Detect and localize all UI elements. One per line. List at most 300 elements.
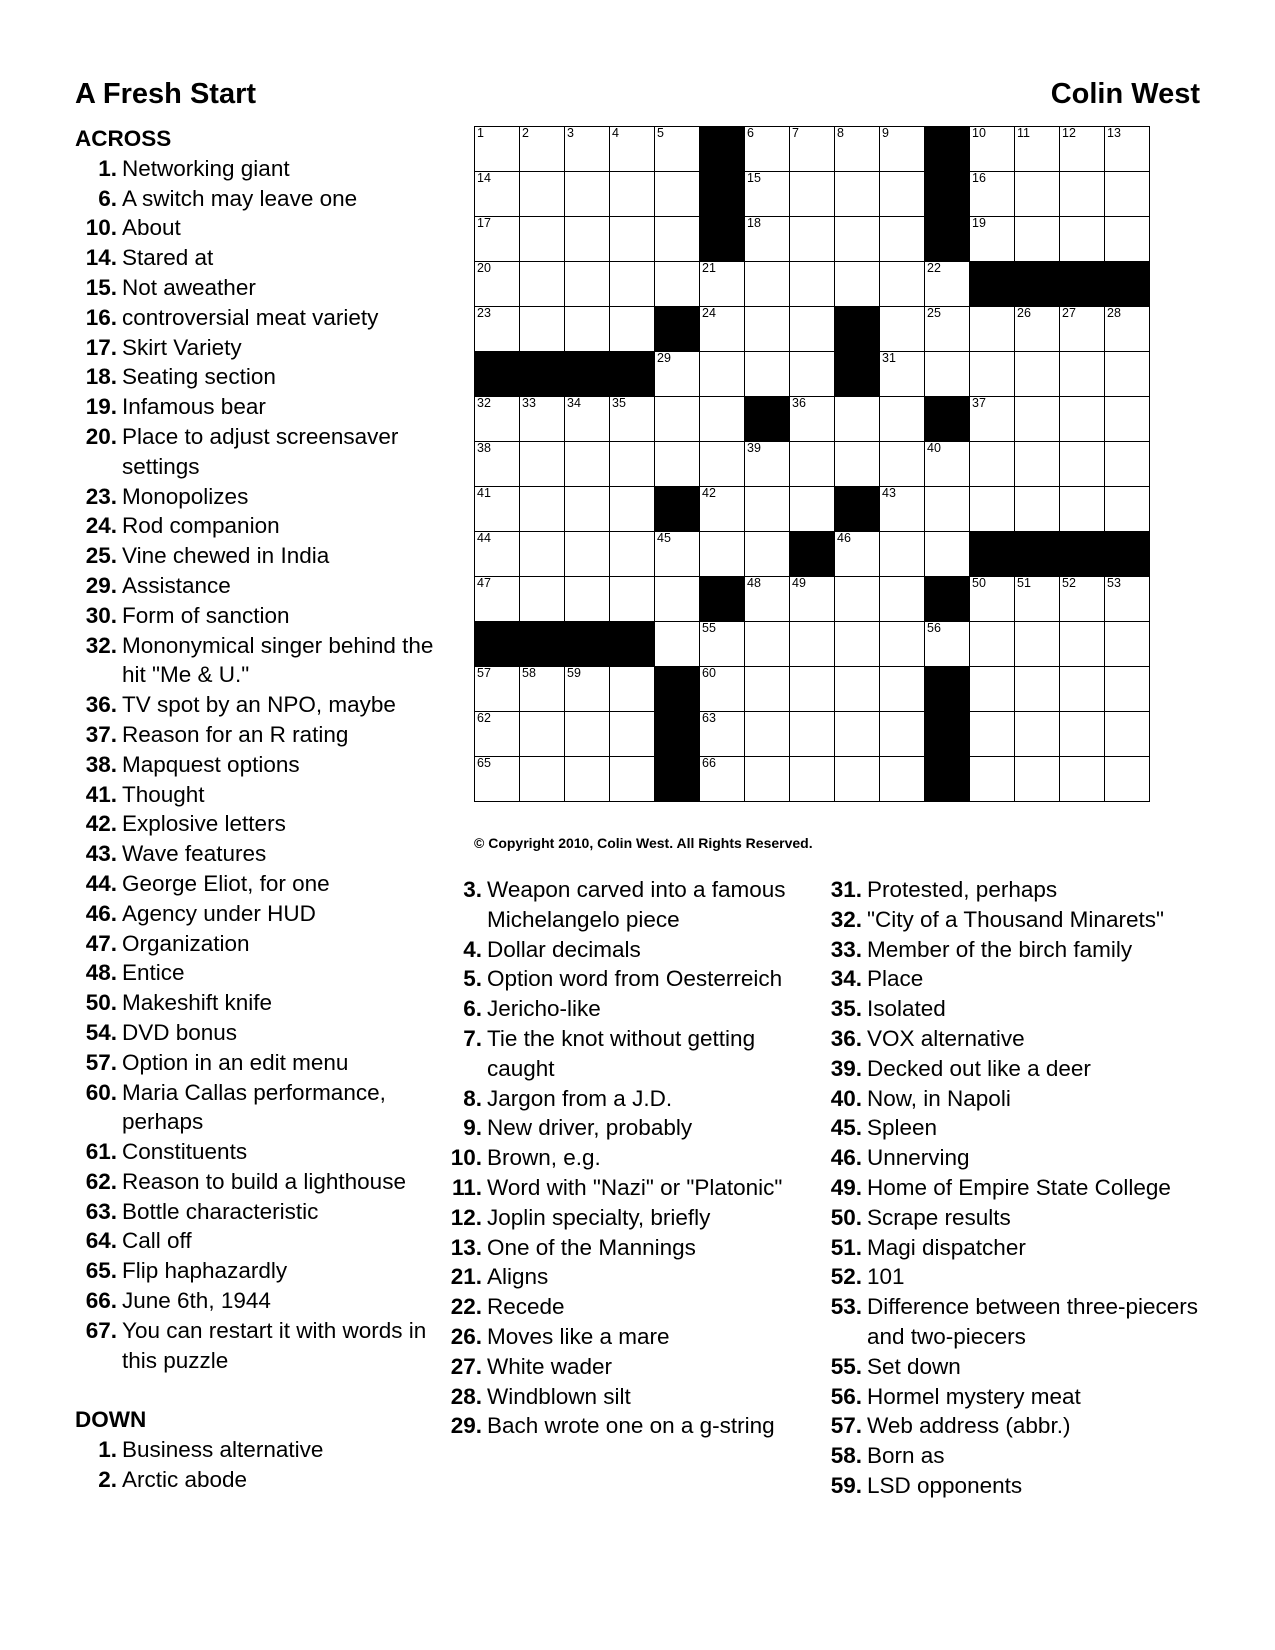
grid-cell[interactable]: [880, 352, 925, 397]
cell-number: 29: [657, 351, 671, 365]
clue-number: 50.: [830, 1204, 862, 1230]
grid-cell[interactable]: [880, 577, 925, 622]
clue-text: Place: [867, 966, 924, 992]
black-square: [1105, 262, 1150, 307]
cell-number: 60: [702, 666, 716, 680]
clue-number: 28.: [450, 1383, 482, 1409]
clue-text: Protested, perhaps: [867, 877, 1058, 902]
cell-number: 2: [522, 126, 529, 140]
grid-cell[interactable]: [475, 442, 520, 487]
grid-cell[interactable]: [745, 352, 790, 397]
clue-item: [820, 1113, 1200, 1143]
clue-text: Weapon carved into a famous Michelangelo piece: [487, 877, 786, 932]
clue-number: 27.: [450, 1353, 482, 1379]
grid-cell[interactable]: [970, 577, 1015, 622]
grid-cell[interactable]: [835, 127, 880, 172]
clue-item: [820, 1352, 1200, 1382]
grid-cell[interactable]: [1060, 352, 1105, 397]
grid-cell[interactable]: [610, 577, 655, 622]
clue-item: [75, 1078, 445, 1138]
grid-cell[interactable]: [520, 262, 565, 307]
clue-item: [440, 875, 810, 935]
grid-cell[interactable]: [565, 397, 610, 442]
grid-cell[interactable]: [655, 622, 700, 667]
grid-cell[interactable]: [745, 442, 790, 487]
cell-number: 39: [747, 441, 761, 455]
clue-text: Agency under HUD: [122, 900, 316, 926]
black-square: [520, 622, 565, 667]
clue-item: [75, 958, 445, 988]
grid-cell[interactable]: [520, 217, 565, 262]
grid-cell[interactable]: [520, 532, 565, 577]
grid-cell[interactable]: [925, 487, 970, 532]
grid-cell[interactable]: [1105, 172, 1150, 217]
grid-cell[interactable]: [1105, 352, 1150, 397]
grid-cell[interactable]: [700, 262, 745, 307]
grid-cell[interactable]: [700, 622, 745, 667]
grid-cell[interactable]: [925, 532, 970, 577]
grid-cell[interactable]: [790, 712, 835, 757]
grid-cell[interactable]: [970, 127, 1015, 172]
grid-cell[interactable]: [1105, 487, 1150, 532]
grid-cell[interactable]: [925, 307, 970, 352]
grid-cell[interactable]: [790, 667, 835, 712]
grid-cell[interactable]: [700, 352, 745, 397]
grid-cell[interactable]: [1105, 217, 1150, 262]
grid-cell[interactable]: [835, 532, 880, 577]
grid-cell[interactable]: [1015, 712, 1060, 757]
black-square: [1060, 262, 1105, 307]
grid-cell[interactable]: [1060, 127, 1105, 172]
grid-cell[interactable]: [1015, 757, 1060, 802]
grid-cell[interactable]: [655, 262, 700, 307]
grid-cell[interactable]: [1105, 712, 1150, 757]
clue-item: [440, 1143, 810, 1173]
grid-cell[interactable]: [835, 262, 880, 307]
grid-cell[interactable]: [790, 622, 835, 667]
grid-cell[interactable]: [745, 757, 790, 802]
grid-cell[interactable]: [610, 442, 655, 487]
clue-number: 35.: [830, 996, 862, 1022]
grid-cell[interactable]: [925, 352, 970, 397]
grid-cell[interactable]: [1105, 307, 1150, 352]
clue-item: [75, 571, 445, 601]
clue-item: [75, 1137, 445, 1167]
clue-number: 57.: [830, 1413, 862, 1439]
clue-item: [440, 1262, 810, 1292]
clue-number: 66.: [85, 1288, 117, 1314]
black-square: [655, 667, 700, 712]
grid-cell[interactable]: [745, 127, 790, 172]
clue-item: [440, 1233, 810, 1263]
grid-cell[interactable]: [745, 622, 790, 667]
grid-cell[interactable]: [610, 532, 655, 577]
grid-cell[interactable]: [970, 397, 1015, 442]
grid-cell[interactable]: [835, 667, 880, 712]
grid-cell[interactable]: [1060, 217, 1105, 262]
clue-text: Moves like a mare: [487, 1323, 670, 1349]
grid-cell[interactable]: [835, 397, 880, 442]
grid-cell[interactable]: [520, 667, 565, 712]
grid-cell[interactable]: [475, 217, 520, 262]
grid-cell[interactable]: [610, 307, 655, 352]
grid-cell[interactable]: [970, 352, 1015, 397]
grid-cell[interactable]: [565, 577, 610, 622]
grid-cell[interactable]: [520, 307, 565, 352]
clue-number: 3.: [463, 877, 482, 902]
grid-cell[interactable]: [745, 577, 790, 622]
grid-cell[interactable]: [790, 262, 835, 307]
clue-item: [820, 1382, 1200, 1412]
grid-cell[interactable]: [565, 712, 610, 757]
grid-cell[interactable]: [1105, 397, 1150, 442]
grid-cell[interactable]: [835, 172, 880, 217]
clue-text: White wader: [487, 1353, 613, 1379]
grid-cell[interactable]: [1105, 757, 1150, 802]
clue-item: [75, 333, 445, 363]
clue-item: [75, 243, 445, 273]
grid-cell[interactable]: [520, 712, 565, 757]
clue-text: About: [122, 215, 181, 241]
clue-column-right: [820, 875, 1200, 1501]
grid-cell[interactable]: [520, 577, 565, 622]
clue-item: [75, 541, 445, 571]
grid-cell[interactable]: [880, 757, 925, 802]
clue-number: 48.: [85, 960, 117, 986]
grid-cell[interactable]: [970, 757, 1015, 802]
grid-cell[interactable]: [1015, 442, 1060, 487]
grid-cell[interactable]: [475, 667, 520, 712]
grid-cell[interactable]: [475, 487, 520, 532]
clue-number: 65.: [85, 1258, 117, 1284]
clue-text: Mononymical singer behind the hit "Me & U.": [122, 632, 434, 688]
grid-cell[interactable]: [880, 217, 925, 262]
grid-cell[interactable]: [565, 667, 610, 712]
grid-cell[interactable]: [835, 712, 880, 757]
grid-cell[interactable]: [835, 622, 880, 667]
grid-cell[interactable]: [655, 217, 700, 262]
grid-cell[interactable]: [1060, 622, 1105, 667]
grid-cell[interactable]: [700, 667, 745, 712]
grid-cell[interactable]: [475, 577, 520, 622]
clue-number: 9.: [463, 1115, 482, 1141]
grid-cell[interactable]: [700, 532, 745, 577]
grid-row: [475, 577, 1150, 622]
grid-cell[interactable]: [880, 307, 925, 352]
clue-text: controversial meat variety: [122, 304, 379, 330]
grid-cell[interactable]: [700, 397, 745, 442]
grid-cell[interactable]: [520, 757, 565, 802]
grid-cell[interactable]: [700, 487, 745, 532]
grid-cell[interactable]: [610, 172, 655, 217]
grid-cell[interactable]: [565, 532, 610, 577]
grid-cell[interactable]: [610, 757, 655, 802]
grid-cell[interactable]: [1015, 172, 1060, 217]
grid-cell[interactable]: [745, 712, 790, 757]
grid-cell[interactable]: [565, 307, 610, 352]
grid-cell[interactable]: [565, 262, 610, 307]
clue-item: [75, 303, 445, 333]
grid-cell[interactable]: [880, 127, 925, 172]
black-square: [700, 127, 745, 172]
cell-number: 19: [972, 216, 986, 230]
grid-cell[interactable]: [1105, 577, 1150, 622]
grid-cell[interactable]: [475, 397, 520, 442]
black-square: [925, 667, 970, 712]
grid-cell[interactable]: [475, 127, 520, 172]
clue-number: 31.: [830, 877, 862, 902]
black-square: [925, 577, 970, 622]
clue-item: [820, 1054, 1200, 1084]
clue-text: Set down: [867, 1353, 961, 1379]
grid-cell[interactable]: [880, 442, 925, 487]
grid-cell[interactable]: [970, 622, 1015, 667]
grid-cell[interactable]: [790, 397, 835, 442]
black-square: [970, 532, 1015, 577]
clue-number: 53.: [830, 1294, 862, 1320]
grid-cell[interactable]: [520, 127, 565, 172]
grid-cell[interactable]: [1015, 307, 1060, 352]
clue-item: [75, 1197, 445, 1227]
grid-cell[interactable]: [565, 217, 610, 262]
clue-text: Brown, e.g.: [487, 1145, 601, 1171]
grid-cell[interactable]: [1015, 577, 1060, 622]
grid-cell[interactable]: [475, 307, 520, 352]
grid-cell[interactable]: [880, 622, 925, 667]
cell-number: 34: [567, 396, 581, 410]
grid-cell[interactable]: [925, 262, 970, 307]
clue-text: LSD opponents: [867, 1472, 1023, 1498]
grid-cell[interactable]: [700, 757, 745, 802]
down-clue-list: [75, 1435, 445, 1495]
clue-number: 16.: [85, 304, 117, 330]
grid-cell[interactable]: [1015, 622, 1060, 667]
grid-cell[interactable]: [1105, 127, 1150, 172]
grid-cell[interactable]: [520, 172, 565, 217]
grid-cell[interactable]: [610, 487, 655, 532]
clue-item: [75, 839, 445, 869]
grid-cell[interactable]: [1060, 487, 1105, 532]
clue-number: 44.: [85, 870, 117, 896]
grid-cell[interactable]: [475, 172, 520, 217]
grid-cell[interactable]: [925, 622, 970, 667]
clue-text: Form of sanction: [122, 602, 290, 628]
clue-number: 24.: [85, 513, 117, 539]
cell-number: 28: [1107, 306, 1121, 320]
grid-cell[interactable]: [745, 217, 790, 262]
clue-text: Unnerving: [867, 1145, 970, 1171]
black-square: [565, 622, 610, 667]
grid-cell[interactable]: [790, 172, 835, 217]
grid-cell[interactable]: [970, 712, 1015, 757]
grid-cell[interactable]: [700, 307, 745, 352]
grid-cell[interactable]: [1060, 442, 1105, 487]
grid-cell[interactable]: [880, 667, 925, 712]
grid-cell[interactable]: [790, 127, 835, 172]
grid-cell[interactable]: [790, 352, 835, 397]
grid-cell[interactable]: [610, 217, 655, 262]
grid-cell[interactable]: [1105, 442, 1150, 487]
grid-cell[interactable]: [880, 532, 925, 577]
clue-text: June 6th, 1944: [122, 1288, 271, 1314]
grid-cell[interactable]: [520, 487, 565, 532]
grid-cell[interactable]: [970, 217, 1015, 262]
clue-text: Arctic abode: [122, 1466, 248, 1492]
clue-text: Born as: [867, 1443, 945, 1469]
grid-cell[interactable]: [610, 667, 655, 712]
grid-cell[interactable]: [925, 442, 970, 487]
grid-cell[interactable]: [970, 442, 1015, 487]
grid-cell[interactable]: [835, 217, 880, 262]
grid-cell[interactable]: [1015, 487, 1060, 532]
grid-cell[interactable]: [520, 397, 565, 442]
grid-cell[interactable]: [1015, 397, 1060, 442]
clue-text: DVD bonus: [122, 1019, 238, 1045]
clue-text: Jargon from a J.D.: [487, 1085, 673, 1111]
clue-item: [75, 362, 445, 392]
grid-cell[interactable]: [880, 172, 925, 217]
grid-cell[interactable]: [880, 262, 925, 307]
clue-item: [440, 994, 810, 1024]
black-square: [700, 217, 745, 262]
grid-cell[interactable]: [655, 172, 700, 217]
clue-number: 50.: [85, 990, 117, 1016]
grid-cell[interactable]: [520, 442, 565, 487]
grid-cell[interactable]: [790, 442, 835, 487]
black-square: [835, 487, 880, 532]
cell-number: 8: [837, 126, 844, 140]
cell-number: 37: [972, 396, 986, 410]
grid-cell[interactable]: [1015, 667, 1060, 712]
grid-cell[interactable]: [790, 487, 835, 532]
grid-cell[interactable]: [565, 757, 610, 802]
clue-text: Constituents: [122, 1139, 248, 1165]
grid-cell[interactable]: [610, 712, 655, 757]
clue-item: [75, 1018, 445, 1048]
clue-text: Jericho-like: [487, 996, 601, 1022]
grid-cell[interactable]: [835, 577, 880, 622]
grid-cell[interactable]: [745, 532, 790, 577]
grid-cell[interactable]: [745, 307, 790, 352]
grid-cell[interactable]: [565, 487, 610, 532]
grid-cell[interactable]: [655, 532, 700, 577]
grid-cell[interactable]: [1060, 172, 1105, 217]
black-square: [745, 397, 790, 442]
grid-cell[interactable]: [790, 217, 835, 262]
black-square: [655, 487, 700, 532]
grid-row: [475, 127, 1150, 172]
grid-cell[interactable]: [1060, 577, 1105, 622]
grid-cell[interactable]: [610, 397, 655, 442]
grid-cell[interactable]: [610, 262, 655, 307]
clue-text: Explosive letters: [122, 811, 286, 837]
grid-cell[interactable]: [745, 262, 790, 307]
clue-text: Mapquest options: [122, 751, 300, 777]
clue-number: 32.: [85, 632, 117, 658]
grid-cell[interactable]: [880, 397, 925, 442]
black-square: [475, 352, 520, 397]
grid-cell[interactable]: [1060, 757, 1105, 802]
cell-number: 62: [477, 711, 491, 725]
clue-number: 46.: [830, 1145, 862, 1171]
grid-cell[interactable]: [655, 577, 700, 622]
grid-cell[interactable]: [655, 127, 700, 172]
grid-cell[interactable]: [970, 307, 1015, 352]
grid-cell[interactable]: [655, 352, 700, 397]
grid-cell[interactable]: [880, 487, 925, 532]
grid-cell[interactable]: [655, 442, 700, 487]
grid-cell[interactable]: [970, 172, 1015, 217]
grid-cell[interactable]: [700, 712, 745, 757]
grid-cell[interactable]: [565, 127, 610, 172]
clue-text: Seating section: [122, 364, 276, 390]
grid-cell[interactable]: [790, 757, 835, 802]
grid-cell[interactable]: [1015, 217, 1060, 262]
cell-number: 35: [612, 396, 626, 410]
clue-item: [440, 935, 810, 965]
grid-cell[interactable]: [475, 532, 520, 577]
grid-cell[interactable]: [1015, 127, 1060, 172]
clue-text: Wave features: [122, 841, 267, 867]
clue-number: 63.: [85, 1198, 117, 1224]
grid-cell[interactable]: [565, 442, 610, 487]
grid-cell[interactable]: [1060, 712, 1105, 757]
grid-cell[interactable]: [565, 172, 610, 217]
grid-cell[interactable]: [745, 172, 790, 217]
clue-number: 67.: [85, 1317, 117, 1343]
clue-number: 10.: [450, 1145, 482, 1171]
clue-item: [440, 1411, 810, 1441]
grid-cell[interactable]: [790, 577, 835, 622]
cell-number: 18: [747, 216, 761, 230]
grid-cell[interactable]: [880, 712, 925, 757]
grid-cell[interactable]: [790, 307, 835, 352]
grid-cell[interactable]: [475, 262, 520, 307]
grid-cell[interactable]: [835, 757, 880, 802]
grid-cell[interactable]: [1105, 667, 1150, 712]
clue-item: [75, 511, 445, 541]
cell-number: 21: [702, 261, 716, 275]
cell-number: 14: [477, 171, 491, 185]
grid-cell[interactable]: [1060, 397, 1105, 442]
cell-number: 44: [477, 531, 491, 545]
black-square: [700, 577, 745, 622]
grid-cell[interactable]: [475, 712, 520, 757]
clue-item: [820, 1471, 1200, 1501]
grid-cell[interactable]: [655, 397, 700, 442]
cell-number: 16: [972, 171, 986, 185]
clue-item: [820, 994, 1200, 1024]
clue-number: 29.: [450, 1413, 482, 1439]
clue-number: 54.: [85, 1019, 117, 1045]
grid-cell[interactable]: [745, 487, 790, 532]
grid-cell[interactable]: [1015, 352, 1060, 397]
grid-cell[interactable]: [610, 127, 655, 172]
grid-cell[interactable]: [1105, 622, 1150, 667]
grid-cell[interactable]: [1060, 667, 1105, 712]
grid-cell[interactable]: [970, 487, 1015, 532]
grid-cell[interactable]: [1060, 307, 1105, 352]
grid-cell[interactable]: [970, 667, 1015, 712]
grid-cell[interactable]: [475, 757, 520, 802]
clue-number: 17.: [85, 334, 117, 360]
grid-cell[interactable]: [700, 442, 745, 487]
clue-text: Joplin specialty, briefly: [487, 1204, 711, 1230]
grid-cell[interactable]: [835, 442, 880, 487]
clue-item: [820, 1084, 1200, 1114]
clue-number: 56.: [830, 1383, 862, 1409]
grid-cell[interactable]: [745, 667, 790, 712]
